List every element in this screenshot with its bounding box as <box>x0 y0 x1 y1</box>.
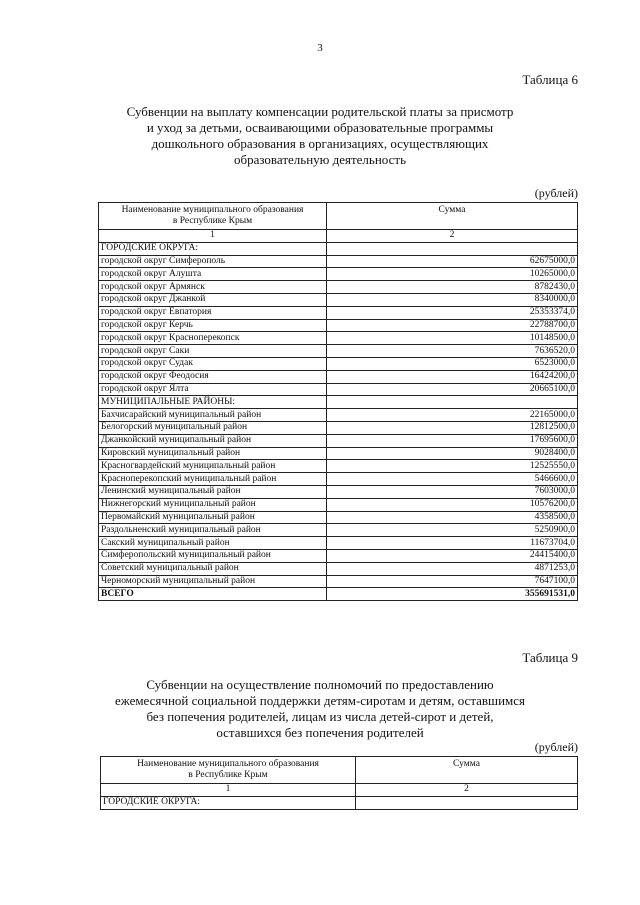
total-row <box>99 588 578 601</box>
table-row <box>99 562 578 575</box>
table6-body <box>99 242 578 600</box>
row-name-cell: Кировский муниципальный район <box>99 447 327 460</box>
table6-title <box>80 104 560 168</box>
table9-title-line: оставшихся без попечения родителей <box>216 725 424 740</box>
table-row <box>99 421 578 434</box>
row-value-cell <box>327 242 578 255</box>
table-row <box>99 485 578 498</box>
row-name-cell: Джанкойский муниципальный район <box>99 434 327 447</box>
table-row <box>99 498 578 511</box>
row-name-cell: городской округ Армянск <box>99 281 327 294</box>
table-row <box>99 370 578 383</box>
header-name-line2: в Республике Крым <box>172 216 253 226</box>
row-name-cell: городской округ Судак <box>99 357 327 370</box>
row-value-cell: 7636520,0 <box>327 345 578 358</box>
row-name-cell: городской округ Симферополь <box>99 255 327 268</box>
row-name-cell: ГОРОДСКИЕ ОКРУГА: <box>99 242 327 255</box>
table-number-row <box>101 784 578 797</box>
table9-label: Таблица 9 <box>522 650 578 665</box>
row-name-cell: Бахчисарайский муниципальный район <box>99 409 327 422</box>
row-value-cell: 25353374,0 <box>327 306 578 319</box>
row-name-cell: Ленинский муниципальный район <box>99 485 327 498</box>
row-value-cell: 62675000,0 <box>327 255 578 268</box>
row-value-cell <box>327 396 578 409</box>
row-name-cell: городской округ Ялта <box>99 383 327 396</box>
row-value-cell: 12525550,0 <box>327 460 578 473</box>
table-row <box>99 409 578 422</box>
table-row <box>99 473 578 486</box>
column-number-2: 2 <box>327 230 578 243</box>
table9-title-line: без попечения родителей, лицам из числа детей-сирот и детей, <box>146 709 494 724</box>
row-name-cell: городской округ Керчь <box>99 319 327 332</box>
row-name-cell: Красноперекопский муниципальный район <box>99 473 327 486</box>
header-name-line1: Наименование муниципального образования <box>121 205 304 215</box>
row-value-cell: 17695600,0 <box>327 434 578 447</box>
row-name-cell: Белогорский муниципальный район <box>99 421 327 434</box>
table-row <box>99 524 578 537</box>
column-number-1: 1 <box>99 230 327 243</box>
row-value-cell: 8782430,0 <box>327 281 578 294</box>
table-row <box>99 281 578 294</box>
row-name-cell: Нижнегорский муниципальный район <box>99 498 327 511</box>
table6-title-line: дошкольного образования в организациях, осуществляющих <box>151 136 489 151</box>
row-value-cell: 10265000,0 <box>327 268 578 281</box>
row-value-cell: 7647100,0 <box>327 575 578 588</box>
table-number-row <box>99 230 578 243</box>
header-name-line1: Наименование муниципального образования <box>137 759 319 769</box>
total-value: 355691531,0 <box>327 588 578 601</box>
table-row <box>101 796 578 809</box>
header-name-line2: в Республике Крым <box>188 770 268 780</box>
page-number: 3 <box>317 42 323 54</box>
row-value-cell: 7603000,0 <box>327 485 578 498</box>
table6-title-line: Субвенции на выплату компенсации родительской платы за присмотр <box>126 104 514 119</box>
header-sum-cell: Сумма <box>356 757 578 784</box>
row-value-cell: 4358500,0 <box>327 511 578 524</box>
table-row <box>99 511 578 524</box>
row-value-cell: 6523000,0 <box>327 357 578 370</box>
row-name-cell: городской округ Джанкой <box>99 293 327 306</box>
table-row <box>99 332 578 345</box>
row-value-cell: 12812500,0 <box>327 421 578 434</box>
table-row <box>99 357 578 370</box>
row-name-cell: Черноморский муниципальный район <box>99 575 327 588</box>
row-name-cell: Раздольненский муниципальный район <box>99 524 327 537</box>
column-number-1: 1 <box>101 784 356 797</box>
table-row <box>99 434 578 447</box>
row-value-cell: 22165000,0 <box>327 409 578 422</box>
table-header-row <box>101 757 578 784</box>
row-name-cell: Красногвардейский муниципальный район <box>99 460 327 473</box>
row-value-cell <box>356 796 578 809</box>
header-name-cell <box>101 757 356 784</box>
table6-title-line: образовательную деятельность <box>233 152 407 167</box>
table-row <box>99 575 578 588</box>
table9-title-line: Субвенции на осуществление полномочий по предоставлению <box>146 677 494 692</box>
table9-unit: (рублей) <box>534 740 578 754</box>
row-name-cell: городской округ Феодосия <box>99 370 327 383</box>
table9-body <box>101 796 578 809</box>
row-name-cell: ГОРОДСКИЕ ОКРУГА: <box>101 796 356 809</box>
row-value-cell: 11673704,0 <box>327 537 578 550</box>
table6 <box>98 202 578 601</box>
row-value-cell: 9028400,0 <box>327 447 578 460</box>
row-name-cell: Первомайский муниципальный район <box>99 511 327 524</box>
row-name-cell: МУНИЦИПАЛЬНЫЕ РАЙОНЫ: <box>99 396 327 409</box>
row-name-cell: Сакский муниципальный район <box>99 537 327 550</box>
row-value-cell: 5250900,0 <box>327 524 578 537</box>
row-value-cell: 5466600,0 <box>327 473 578 486</box>
table9-title-line: ежемесячной социальной поддержки детям-сиротам и детям, оставшимся <box>114 693 526 708</box>
header-sum-cell: Сумма <box>327 203 578 230</box>
row-value-cell: 10148500,0 <box>327 332 578 345</box>
table9 <box>100 756 578 810</box>
header-name-cell <box>99 203 327 230</box>
row-value-cell: 24415400,0 <box>327 549 578 562</box>
table9-title <box>60 677 580 741</box>
table-row <box>99 306 578 319</box>
row-value-cell: 10576200,0 <box>327 498 578 511</box>
row-name-cell: городской округ Евпатория <box>99 306 327 319</box>
row-name-cell: Советский муниципальный район <box>99 562 327 575</box>
table-row <box>99 319 578 332</box>
table-row <box>99 447 578 460</box>
table-row <box>99 242 578 255</box>
table-row <box>99 460 578 473</box>
table-row <box>99 268 578 281</box>
table6-label: Таблица 6 <box>522 72 578 87</box>
table-header-row <box>99 203 578 230</box>
table-row <box>99 293 578 306</box>
table-row <box>99 383 578 396</box>
row-value-cell: 20665100,0 <box>327 383 578 396</box>
column-number-2: 2 <box>356 784 578 797</box>
table6-title-line: и уход за детьми, осваивающими образовательные программы <box>146 120 494 135</box>
row-name-cell: Симферопольский муниципальный район <box>99 549 327 562</box>
row-value-cell: 4871253,0 <box>327 562 578 575</box>
table6-unit: (рублей) <box>534 186 578 200</box>
total-label: ВСЕГО <box>99 588 327 601</box>
row-value-cell: 16424200,0 <box>327 370 578 383</box>
table-row <box>99 345 578 358</box>
row-name-cell: городской округ Красноперекопск <box>99 332 327 345</box>
row-value-cell: 8340000,0 <box>327 293 578 306</box>
table-row <box>99 549 578 562</box>
table-row <box>99 255 578 268</box>
row-name-cell: городской округ Саки <box>99 345 327 358</box>
row-name-cell: городской округ Алушта <box>99 268 327 281</box>
row-value-cell: 22788700,0 <box>327 319 578 332</box>
table-row <box>99 396 578 409</box>
table-row <box>99 537 578 550</box>
